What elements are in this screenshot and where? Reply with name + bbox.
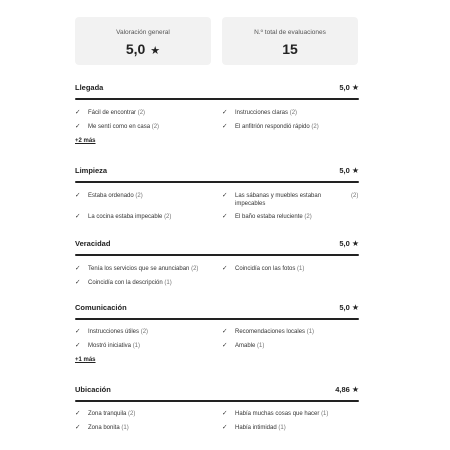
total-reviews-card xyxy=(222,17,358,65)
list-item xyxy=(75,265,211,273)
total-reviews-label: N.º total de evaluaciones xyxy=(254,29,326,36)
item-count: (1) xyxy=(306,329,315,335)
list-item xyxy=(222,328,358,336)
list-item xyxy=(75,123,211,131)
list-item xyxy=(222,265,358,273)
check-icon: ✓ xyxy=(222,109,228,116)
show-more-link[interactable]: +2 más xyxy=(75,138,96,144)
star-icon: ★ xyxy=(351,303,359,312)
item-count: (1) xyxy=(297,266,305,272)
check-icon: ✓ xyxy=(222,424,228,431)
category-score xyxy=(339,83,359,93)
list-item xyxy=(75,410,211,418)
check-icon: ✓ xyxy=(75,342,81,349)
show-more-link[interactable]: +1 más xyxy=(75,357,96,363)
category-rating-bar xyxy=(75,318,359,320)
category-title: Llegada xyxy=(75,83,104,92)
list-item xyxy=(222,410,358,418)
item-label: Había intimidad xyxy=(235,425,277,431)
check-icon: ✓ xyxy=(75,265,81,272)
item-label: Me sentí como en casa xyxy=(88,124,151,130)
item-label: Zona bonita xyxy=(88,425,120,431)
item-count: (2) xyxy=(137,110,146,116)
category-title: Ubicación xyxy=(75,385,111,394)
item-count: (2) xyxy=(140,329,149,335)
list-item xyxy=(75,424,211,432)
overall-rating-card xyxy=(75,17,211,65)
category-score xyxy=(339,166,359,176)
check-icon: ✓ xyxy=(75,213,81,220)
item-label: Instrucciones útiles xyxy=(88,329,140,335)
item-count: (1) xyxy=(321,411,329,417)
item-count: (2) xyxy=(135,193,143,199)
list-item xyxy=(75,328,211,336)
item-label: Coincidía con la descripción xyxy=(88,280,163,286)
category-veracidad xyxy=(75,239,359,289)
category-rating-bar xyxy=(75,181,359,183)
star-icon: ★ xyxy=(351,166,359,175)
category-score xyxy=(339,239,359,249)
list-item xyxy=(75,342,211,350)
list-item xyxy=(75,213,211,221)
check-icon: ✓ xyxy=(75,123,81,130)
item-label: Mostró iniciativa xyxy=(88,343,132,349)
overall-rating-label: Valoración general xyxy=(116,29,170,36)
category-score-value: 5,0 xyxy=(339,239,350,248)
check-icon: ✓ xyxy=(75,192,81,199)
check-icon: ✓ xyxy=(222,410,228,417)
check-icon: ✓ xyxy=(75,109,81,116)
category-limpieza xyxy=(75,166,359,226)
category-ubicacion xyxy=(75,385,359,435)
item-label: Tenía los servicios que se anunciaban xyxy=(88,266,190,272)
star-icon: ★ xyxy=(351,83,359,92)
item-count: (1) xyxy=(278,425,286,431)
category-title: Comunicación xyxy=(75,303,127,312)
check-icon: ✓ xyxy=(75,279,81,286)
rating-summary xyxy=(75,17,365,65)
category-llegada xyxy=(75,83,359,143)
item-label: Coincidía con las fotos xyxy=(235,266,296,272)
category-score-value: 5,0 xyxy=(339,166,350,175)
check-icon: ✓ xyxy=(75,328,81,335)
item-count: (2) xyxy=(304,214,312,220)
overall-rating-number: 5,0 xyxy=(125,41,146,57)
item-label: Estaba ordenado xyxy=(88,193,134,199)
item-count: (2) xyxy=(151,124,160,130)
check-icon: ✓ xyxy=(222,265,228,272)
item-count: (2) xyxy=(191,266,199,272)
item-count: (1) xyxy=(164,280,172,286)
item-count: (2) xyxy=(164,214,172,220)
category-rating-bar xyxy=(75,400,359,402)
item-label: Zona tranquila xyxy=(88,411,127,417)
star-icon: ★ xyxy=(351,239,359,248)
item-label: El baño estaba reluciente xyxy=(235,214,303,220)
list-item xyxy=(222,342,358,350)
item-label: La cocina estaba impecable xyxy=(88,214,163,220)
item-count: (2) xyxy=(351,193,359,199)
item-label: Las sábanas y muebles estaban impecables xyxy=(235,193,322,207)
star-icon: ★ xyxy=(150,45,161,57)
item-count: (2) xyxy=(128,411,136,417)
list-item xyxy=(75,109,211,117)
item-label: Fácil de encontrar xyxy=(88,110,137,116)
item-count: (2) xyxy=(289,110,298,116)
category-title: Limpieza xyxy=(75,166,108,175)
item-count: (2) xyxy=(311,124,319,130)
list-item xyxy=(222,192,350,208)
check-icon: ✓ xyxy=(222,328,228,335)
list-item xyxy=(222,109,358,117)
item-label: Instrucciones claras xyxy=(235,110,289,116)
star-icon: ★ xyxy=(351,385,359,394)
total-reviews-value: 15 xyxy=(282,41,298,57)
check-icon: ✓ xyxy=(222,213,228,220)
check-icon: ✓ xyxy=(222,192,228,199)
category-rating-bar xyxy=(75,98,359,100)
category-title: Veracidad xyxy=(75,239,111,248)
item-count: (1) xyxy=(121,425,129,431)
check-icon: ✓ xyxy=(75,410,81,417)
list-item xyxy=(222,123,358,131)
check-icon: ✓ xyxy=(222,342,228,349)
item-count: (1) xyxy=(132,343,141,349)
item-label: Amable xyxy=(235,343,256,349)
check-icon: ✓ xyxy=(75,424,81,431)
category-rating-bar xyxy=(75,254,359,256)
category-score xyxy=(335,385,359,395)
category-score-value: 5,0 xyxy=(339,303,350,312)
check-icon: ✓ xyxy=(222,123,228,130)
item-label: El anfitrión respondió rápido xyxy=(235,124,310,130)
list-item xyxy=(75,279,211,287)
category-score-value: 4,86 xyxy=(335,385,350,394)
list-item xyxy=(222,424,358,432)
item-label: Recomendaciones locales xyxy=(235,329,306,335)
overall-rating-value xyxy=(75,41,211,59)
category-score xyxy=(339,303,359,313)
category-score-value: 5,0 xyxy=(339,83,350,92)
category-comunicacion xyxy=(75,303,359,365)
item-count: (1) xyxy=(257,343,265,349)
list-item xyxy=(222,213,358,221)
item-label: Había muchas cosas que hacer xyxy=(235,411,320,417)
list-item xyxy=(75,192,211,200)
